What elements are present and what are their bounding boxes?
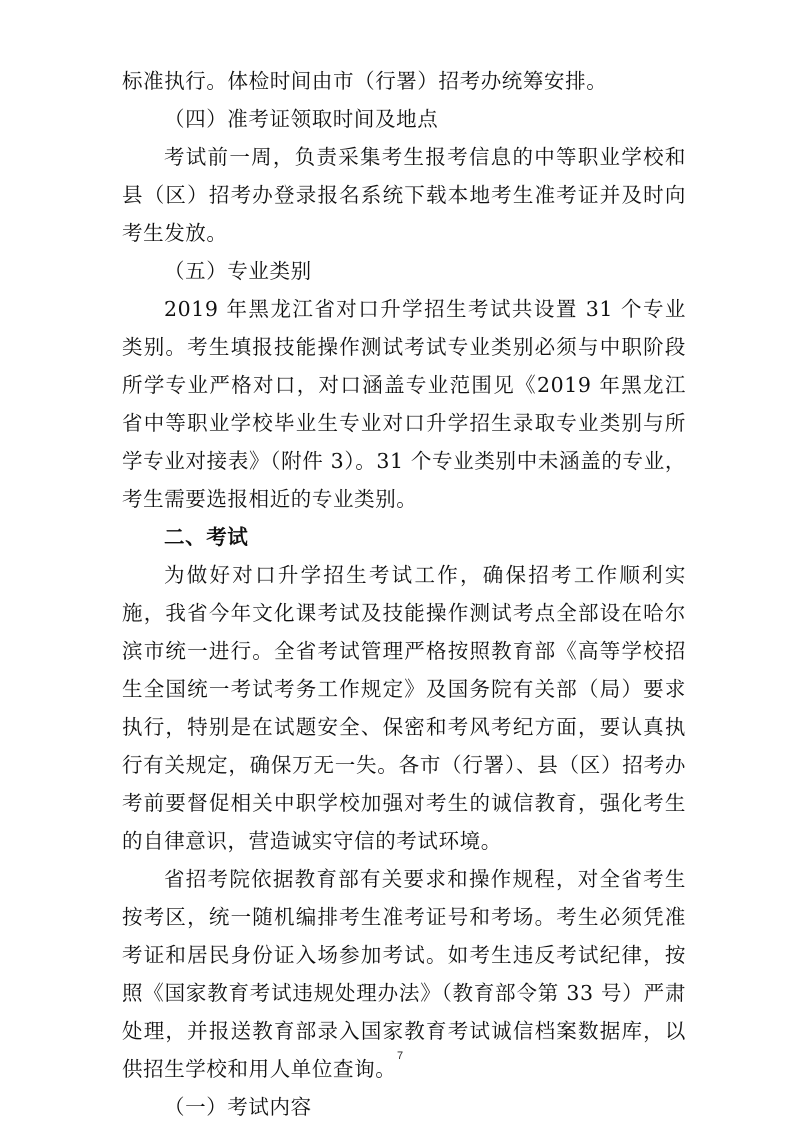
section-heading-exam: 二、考试 <box>164 525 249 549</box>
page-number: 7 <box>396 1050 404 1062</box>
paragraph-major-categories: 2019 年黑龙江省对口升学招生考试共设置 31 个专业类别。考生填报技能操作测试考试专业类别必须与中职阶段所学专业严格对口，对口涵盖专业范围见《2019 年黑龙江省中等职业学校毕业生专业对口升学招生录取专业类别与所学专业对接表》（附件 3）。31 个专业类别中未涵盖的专业，考生需要选报相近的专业类别。 <box>122 297 686 511</box>
paragraph-exam-organization: 为做好对口升学招生考试工作，确保招考工作顺利实施，我省今年文化课考试及技能操作测试考点全部设在哈尔滨市统一进行。全省考试管理严格按照教育部《高等学校招生全国统一考试考务工作规定》及国务院有关部（局）要求执行，特别是在试题安全、保密和考风考纪方面，要认真执行有关规定，确保万无一失。各市（行署）、县（区）招考办考前要督促相关中职学校加强对考生的诚信教育，强化考生的自律意识，营造诚实守信的考试环境。 <box>122 563 686 853</box>
paragraph-admission-ticket: 考试前一周，负责采集考生报考信息的中等职业学校和县（区）招考办登录报名系统下载本地考生准考证并及时向考生发放。 <box>122 145 686 245</box>
document-body <box>122 62 686 1126</box>
paragraph-continued: 标准执行。体检时间由市（行署）招考办统筹安排。 <box>122 69 608 93</box>
subheading-exam-content: （一）考试内容 <box>164 1095 312 1119</box>
paragraph-exam-rules: 省招考院依据教育部有关要求和操作规程，对全省考生按考区，统一随机编排考生准考证号和考场。考生必须凭准考证和居民身份证入场参加考试。如考生违反考试纪律，按照《国家教育考试违规处理办法》（教育部令第 33 号）严肃处理，并报送教育部录入国家教育考试诚信档案数据库，以供招生学校和用人单位查询。 <box>122 867 686 1081</box>
subheading-admission-ticket: （四）准考证领取时间及地点 <box>164 107 439 131</box>
subheading-major-categories: （五）专业类别 <box>164 259 312 283</box>
